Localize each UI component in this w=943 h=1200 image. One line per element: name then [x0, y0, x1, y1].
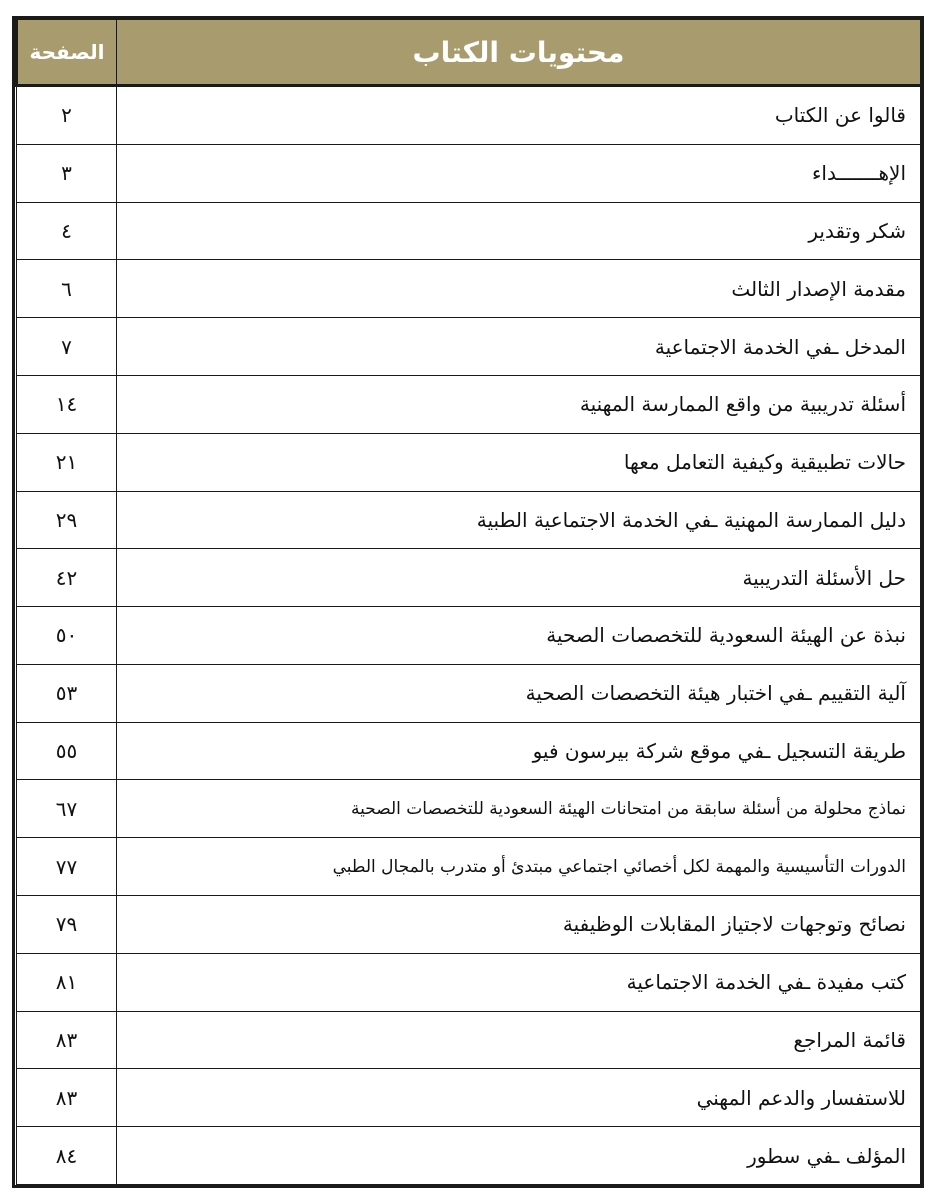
entry-title: نبذة عن الهيئة السعودية للتخصصات الصحية — [117, 607, 921, 665]
table-row — [17, 664, 921, 722]
entry-title: دليل الممارسة المهنية ـفي الخدمة الاجتماعية الطبية — [117, 491, 921, 549]
entry-page-number: ٥٠ — [17, 607, 117, 665]
table-row — [17, 1127, 921, 1185]
entry-title: للاستفسار والدعم المهني — [117, 1069, 921, 1127]
table-row — [17, 491, 921, 549]
table-row — [17, 549, 921, 607]
entry-title: آلية التقييم ـفي اختبار هيئة التخصصات الصحية — [117, 664, 921, 722]
table-row — [17, 433, 921, 491]
table-row — [17, 144, 921, 202]
entry-page-number: ٧٧ — [17, 838, 117, 896]
entry-title: شكر وتقدير — [117, 202, 921, 260]
table-row — [17, 895, 921, 953]
entry-title: الإهـــــــداء — [117, 144, 921, 202]
entry-page-number: ٢١ — [17, 433, 117, 491]
toc-header-page: الصفحة — [17, 20, 117, 86]
entry-title: أسئلة تدريبية من واقع الممارسة المهنية — [117, 375, 921, 433]
entry-title: طريقة التسجيل ـفي موقع شركة بيرسون فيو — [117, 722, 921, 780]
entry-page-number: ٨٣ — [17, 1069, 117, 1127]
entry-title: المؤلف ـفي سطور — [117, 1127, 921, 1185]
entry-title: الدورات التأسيسية والمهمة لكل أخصائي اجتماعي مبتدئ أو متدرب بالمجال الطبي — [117, 838, 921, 896]
entry-title: المدخل ـفي الخدمة الاجتماعية — [117, 318, 921, 376]
toc-header-title: محتويات الكتاب — [117, 20, 921, 86]
table-row — [17, 260, 921, 318]
entry-title: حالات تطبيقية وكيفية التعامل معها — [117, 433, 921, 491]
table-row — [17, 86, 921, 145]
table-row — [17, 607, 921, 665]
table-row — [17, 202, 921, 260]
entry-page-number: ٧٩ — [17, 895, 117, 953]
entry-page-number: ٥٥ — [17, 722, 117, 780]
table-row — [17, 1011, 921, 1069]
entry-page-number: ٨٣ — [17, 1011, 117, 1069]
entry-title: نماذج محلولة من أسئلة سابقة من امتحانات الهيئة السعودية للتخصصات الصحية — [117, 780, 921, 838]
entry-title: قائمة المراجع — [117, 1011, 921, 1069]
entry-title: كتب مفيدة ـفي الخدمة الاجتماعية — [117, 953, 921, 1011]
entry-title: مقدمة الإصدار الثالث — [117, 260, 921, 318]
entry-page-number: ٨١ — [17, 953, 117, 1011]
table-row — [17, 780, 921, 838]
entry-title: قالوا عن الكتاب — [117, 86, 921, 145]
table-row — [17, 838, 921, 896]
entry-page-number: ٦ — [17, 260, 117, 318]
entry-page-number: ٨٤ — [17, 1127, 117, 1185]
entry-page-number: ٧ — [17, 318, 117, 376]
entry-title: حل الأسئلة التدريبية — [117, 549, 921, 607]
entry-page-number: ٢٩ — [17, 491, 117, 549]
entry-page-number: ٣ — [17, 144, 117, 202]
entry-page-number: ٢ — [17, 86, 117, 145]
table-row — [17, 953, 921, 1011]
table-of-contents — [12, 16, 924, 1188]
table-row — [17, 318, 921, 376]
toc-header-row — [17, 20, 921, 86]
entry-page-number: ٦٧ — [17, 780, 117, 838]
toc-table — [15, 19, 921, 1185]
entry-title: نصائح وتوجهات لاجتياز المقابلات الوظيفية — [117, 895, 921, 953]
table-row — [17, 1069, 921, 1127]
entry-page-number: ١٤ — [17, 375, 117, 433]
entry-page-number: ٤٢ — [17, 549, 117, 607]
entry-page-number: ٤ — [17, 202, 117, 260]
table-row — [17, 375, 921, 433]
entry-page-number: ٥٣ — [17, 664, 117, 722]
table-row — [17, 722, 921, 780]
